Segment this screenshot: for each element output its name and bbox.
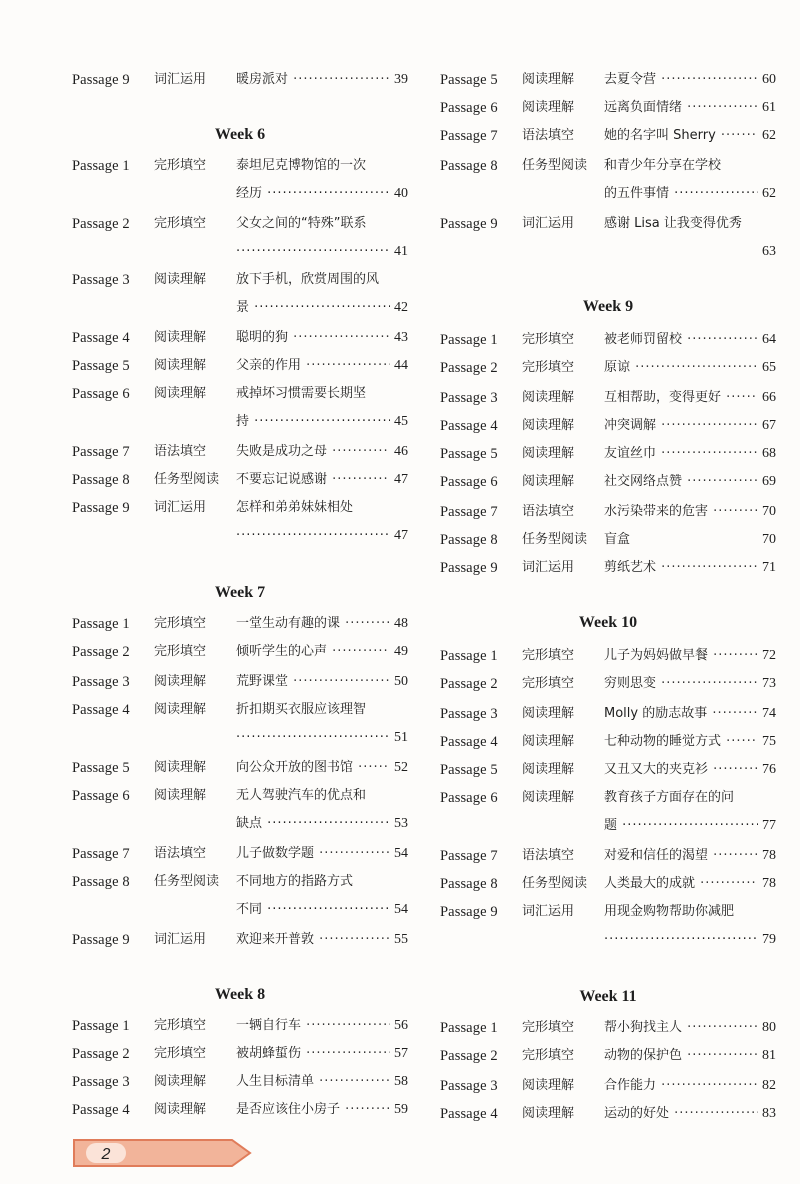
passage-label: Passage 8 bbox=[72, 472, 130, 488]
category: 词汇运用 bbox=[154, 932, 207, 947]
category: 完形填空 bbox=[154, 1046, 207, 1061]
entry-title: 人类最大的成就 ····· bbox=[604, 870, 776, 898]
page-ref: 50 bbox=[390, 668, 408, 696]
category: 阅读理解 bbox=[522, 706, 575, 721]
passage-label: Passage 4 bbox=[440, 734, 498, 750]
page-ref: 82 bbox=[758, 1072, 776, 1100]
category: 阅读理解 bbox=[522, 1078, 575, 1093]
category: 词汇运用 bbox=[522, 904, 575, 919]
passage-label: Passage 9 bbox=[72, 500, 130, 516]
category: 阅读理解 bbox=[522, 390, 575, 405]
category: 语法填空 bbox=[522, 848, 575, 863]
entry-title: 暖房派对 ····· bbox=[236, 66, 408, 94]
entry-title: 儿子做数学题 ····· bbox=[236, 840, 408, 868]
passage-label: Passage 7 bbox=[440, 848, 498, 864]
entry-title: 泰坦尼克博物馆的一次 bbox=[236, 158, 367, 173]
entry-title: 合作能力 ····· bbox=[604, 1072, 776, 1100]
entry-title: 感谢 Lisa 让我变得优秀 bbox=[604, 216, 742, 231]
page-ref: 70 bbox=[758, 498, 776, 526]
leader-dots bbox=[604, 926, 776, 954]
week-heading: Week 8 bbox=[214, 986, 266, 1003]
entry-title-cont: 的五件事情 ····· bbox=[604, 180, 776, 208]
page-ref: 49 bbox=[390, 638, 408, 666]
entry-title: 帮小狗找主人 ····· bbox=[604, 1014, 776, 1042]
passage-label: Passage 2 bbox=[72, 216, 130, 232]
category: 语法填空 bbox=[522, 504, 575, 519]
category: 任务型阅读 bbox=[154, 472, 220, 487]
page-ref: 60 bbox=[758, 66, 776, 94]
category: 完形填空 bbox=[154, 216, 207, 231]
passage-label: Passage 3 bbox=[440, 1078, 498, 1094]
week-heading: Week 6 bbox=[214, 126, 266, 143]
category: 完形填空 bbox=[522, 1048, 575, 1063]
passage-label: Passage 1 bbox=[440, 1020, 498, 1036]
page-ref: 47 bbox=[390, 522, 408, 550]
entry-title-cont: 题 ····· bbox=[604, 812, 776, 840]
page-ref: 48 bbox=[390, 610, 408, 638]
page-ref: 52 bbox=[390, 754, 408, 782]
passage-label: Passage 3 bbox=[72, 272, 130, 288]
category: 阅读理解 bbox=[154, 702, 207, 717]
entry-title: 教育孩子方面存在的问 bbox=[604, 790, 735, 805]
category: 完形填空 bbox=[522, 360, 575, 375]
category: 阅读理解 bbox=[522, 100, 575, 115]
passage-label: Passage 7 bbox=[440, 504, 498, 520]
page-ref: 41 bbox=[390, 238, 408, 266]
entry-title: 无人驾驶汽车的优点和 bbox=[236, 788, 367, 803]
entry-title: 互相帮助，变得更好 ····· bbox=[604, 384, 776, 412]
page-ref: 58 bbox=[390, 1068, 408, 1096]
passage-label: Passage 3 bbox=[72, 1074, 130, 1090]
page-ref: 39 bbox=[390, 66, 408, 94]
category: 词汇运用 bbox=[522, 560, 575, 575]
page-ref: 44 bbox=[390, 352, 408, 380]
page-ref: 54 bbox=[390, 896, 408, 924]
passage-label: Passage 5 bbox=[440, 72, 498, 88]
category: 语法填空 bbox=[154, 846, 207, 861]
passage-label: Passage 8 bbox=[440, 158, 498, 174]
passage-label: Passage 6 bbox=[440, 790, 498, 806]
page-ref: 79 bbox=[758, 926, 776, 954]
entry-title: 放下手机，欣赏周围的风 bbox=[236, 272, 380, 287]
passage-label: Passage 2 bbox=[72, 644, 130, 660]
page-ref: 71 bbox=[758, 554, 776, 582]
entry-title: 原谅 ····· bbox=[604, 354, 776, 382]
passage-label: Passage 4 bbox=[440, 1106, 498, 1122]
category: 阅读理解 bbox=[522, 790, 575, 805]
leader-dots bbox=[236, 522, 408, 550]
page-badge-shape bbox=[72, 1136, 252, 1170]
entry-title: 不要忘记说感谢 ····· bbox=[236, 466, 408, 494]
page-ref: 69 bbox=[758, 468, 776, 496]
passage-label: Passage 9 bbox=[440, 904, 498, 920]
entry-title: 折扣期买衣服应该理智 bbox=[236, 702, 367, 717]
category: 阅读理解 bbox=[154, 1074, 207, 1089]
passage-label: Passage 1 bbox=[72, 158, 130, 174]
passage-label: Passage 5 bbox=[72, 358, 130, 374]
page-ref: 80 bbox=[758, 1014, 776, 1042]
passage-label: Passage 6 bbox=[440, 100, 498, 116]
category: 阅读理解 bbox=[154, 1102, 207, 1117]
entry-title: 一辆自行车 ····· bbox=[236, 1012, 408, 1040]
entry-title-cont: 不同 ····· bbox=[236, 896, 408, 924]
category: 阅读理解 bbox=[522, 72, 575, 87]
category: 阅读理解 bbox=[154, 386, 207, 401]
page-ref: 46 bbox=[390, 438, 408, 466]
category: 完形填空 bbox=[154, 158, 207, 173]
passage-label: Passage 3 bbox=[72, 674, 130, 690]
page-ref: 55 bbox=[390, 926, 408, 954]
page-ref: 40 bbox=[390, 180, 408, 208]
entry-title: 社交网络点赞 ····· bbox=[604, 468, 776, 496]
passage-label: Passage 1 bbox=[440, 648, 498, 664]
page-ref: 56 bbox=[390, 1012, 408, 1040]
page-ref: 64 bbox=[758, 326, 776, 354]
passage-label: Passage 5 bbox=[72, 760, 130, 776]
entry-title: 去夏令营 ····· bbox=[604, 66, 776, 94]
category: 阅读理解 bbox=[154, 788, 207, 803]
entry-title: 和青少年分享在学校 bbox=[604, 158, 722, 173]
entry-title: 七种动物的睡觉方式 ····· bbox=[604, 728, 776, 756]
page-ref: 63 bbox=[758, 238, 776, 266]
entry-title: 儿子为妈妈做早餐 ····· bbox=[604, 642, 776, 670]
entry-title: Molly 的励志故事 ····· bbox=[604, 700, 776, 728]
entry-title: 怎样和弟弟妹妹相处 bbox=[236, 500, 354, 515]
page-ref: 57 bbox=[390, 1040, 408, 1068]
passage-label: Passage 3 bbox=[440, 390, 498, 406]
category: 完形填空 bbox=[522, 332, 575, 347]
entry-title: 倾听学生的心声 ····· bbox=[236, 638, 408, 666]
page-ref: 67 bbox=[758, 412, 776, 440]
page-number: 2 bbox=[101, 1146, 111, 1163]
page-ref: 42 bbox=[390, 294, 408, 322]
page-ref: 75 bbox=[758, 728, 776, 756]
category: 阅读理解 bbox=[522, 762, 575, 777]
page-ref: 78 bbox=[758, 842, 776, 870]
passage-label: Passage 2 bbox=[440, 360, 498, 376]
passage-label: Passage 9 bbox=[440, 216, 498, 232]
category: 阅读理解 bbox=[154, 330, 207, 345]
entry-title: 运动的好处 ····· bbox=[604, 1100, 776, 1128]
page-ref: 65 bbox=[758, 354, 776, 382]
passage-label: Passage 7 bbox=[72, 846, 130, 862]
entry-title: 被老师罚留校 ····· bbox=[604, 326, 776, 354]
category: 阅读理解 bbox=[522, 474, 575, 489]
passage-label: Passage 2 bbox=[72, 1046, 130, 1062]
entry-title: 父女之间的“特殊”联系 bbox=[236, 216, 367, 231]
category: 阅读理解 bbox=[154, 272, 207, 287]
entry-title: 欢迎来开普敦 ····· bbox=[236, 926, 408, 954]
passage-label: Passage 7 bbox=[72, 444, 130, 460]
page-ref: 51 bbox=[390, 724, 408, 752]
page-ref: 83 bbox=[758, 1100, 776, 1128]
passage-label: Passage 9 bbox=[72, 932, 130, 948]
entry-title: 一堂生动有趣的课 ····· bbox=[236, 610, 408, 638]
category: 阅读理解 bbox=[154, 674, 207, 689]
entry-title-cont: 景 ····· bbox=[236, 294, 408, 322]
page-ref: 61 bbox=[758, 94, 776, 122]
passage-label: Passage 4 bbox=[72, 330, 130, 346]
category: 完形填空 bbox=[154, 616, 207, 631]
category: 完形填空 bbox=[522, 676, 575, 691]
entry-title: 荒野课堂 ····· bbox=[236, 668, 408, 696]
leader-dots bbox=[236, 724, 408, 752]
entry-title: 人生目标清单 ····· bbox=[236, 1068, 408, 1096]
entry-title: 用现金购物帮助你减肥 bbox=[604, 904, 735, 919]
passage-label: Passage 4 bbox=[72, 1102, 130, 1118]
category: 词汇运用 bbox=[154, 72, 207, 87]
category: 语法填空 bbox=[522, 128, 575, 143]
page-ref: 74 bbox=[758, 700, 776, 728]
page-number-badge bbox=[72, 1136, 252, 1170]
passage-label: Passage 4 bbox=[440, 418, 498, 434]
passage-label: Passage 6 bbox=[72, 788, 130, 804]
week-heading: Week 11 bbox=[579, 988, 637, 1005]
page-ref: 45 bbox=[390, 408, 408, 436]
page-ref: 59 bbox=[390, 1096, 408, 1124]
entry-title: 又丑又大的夹克衫 ····· bbox=[604, 756, 776, 784]
entry-title: 剪纸艺术 ····· bbox=[604, 554, 776, 582]
entry-title: 冲突调解 ····· bbox=[604, 412, 776, 440]
entry-title-cont: 缺点 ····· bbox=[236, 810, 408, 838]
leader-dots bbox=[236, 238, 408, 266]
page-ref: 70 bbox=[758, 526, 776, 554]
entry-title: 友谊丝巾 ····· bbox=[604, 440, 776, 468]
entry-title: 被胡蜂蜇伤 ····· bbox=[236, 1040, 408, 1068]
category: 阅读理解 bbox=[522, 446, 575, 461]
passage-label: Passage 2 bbox=[440, 1048, 498, 1064]
entry-title-cont: 持 ····· bbox=[236, 408, 408, 436]
page-ref: 72 bbox=[758, 642, 776, 670]
page-ref: 68 bbox=[758, 440, 776, 468]
category: 词汇运用 bbox=[522, 216, 575, 231]
page-ref: 81 bbox=[758, 1042, 776, 1070]
category: 任务型阅读 bbox=[522, 876, 588, 891]
category: 任务型阅读 bbox=[154, 874, 220, 889]
category: 阅读理解 bbox=[522, 418, 575, 433]
category: 完形填空 bbox=[522, 648, 575, 663]
passage-label: Passage 3 bbox=[440, 706, 498, 722]
entry-title: 动物的保护色 ····· bbox=[604, 1042, 776, 1070]
entry-title: 穷则思变 ····· bbox=[604, 670, 776, 698]
entry-title: 水污染带来的危害 ····· bbox=[604, 498, 776, 526]
page-ref: 76 bbox=[758, 756, 776, 784]
entry-title: 不同地方的指路方式 bbox=[236, 874, 354, 889]
page-ref: 78 bbox=[758, 870, 776, 898]
passage-label: Passage 1 bbox=[72, 1018, 130, 1034]
week-heading: Week 9 bbox=[582, 298, 634, 315]
passage-label: Passage 6 bbox=[72, 386, 130, 402]
category: 词汇运用 bbox=[154, 500, 207, 515]
entry-title: 向公众开放的图书馆 ····· bbox=[236, 754, 408, 782]
entry-title: 失败是成功之母 ····· bbox=[236, 438, 408, 466]
page-ref: 66 bbox=[758, 384, 776, 412]
passage-label: Passage 1 bbox=[72, 616, 130, 632]
entry-title: 她的名字叫 Sherry ····· bbox=[604, 122, 776, 150]
passage-label: Passage 9 bbox=[72, 72, 130, 88]
category: 阅读理解 bbox=[522, 734, 575, 749]
page-ref: 62 bbox=[758, 122, 776, 150]
passage-label: Passage 9 bbox=[440, 560, 498, 576]
passage-label: Passage 8 bbox=[72, 874, 130, 890]
week-heading: Week 7 bbox=[214, 584, 266, 601]
entry-title: 是否应该住小房子 ····· bbox=[236, 1096, 408, 1124]
category: 任务型阅读 bbox=[522, 532, 588, 547]
page-ref: 43 bbox=[390, 324, 408, 352]
page-ref: 77 bbox=[758, 812, 776, 840]
week-heading: Week 10 bbox=[578, 614, 638, 631]
category: 阅读理解 bbox=[522, 1106, 575, 1121]
category: 完形填空 bbox=[522, 1020, 575, 1035]
entry-title: 父亲的作用 ····· bbox=[236, 352, 408, 380]
passage-label: Passage 7 bbox=[440, 128, 498, 144]
category: 任务型阅读 bbox=[522, 158, 588, 173]
page-ref: 73 bbox=[758, 670, 776, 698]
category: 完形填空 bbox=[154, 1018, 207, 1033]
entry-title: 戒掉坏习惯需要长期坚 bbox=[236, 386, 367, 401]
page-ref: 62 bbox=[758, 180, 776, 208]
page-ref: 54 bbox=[390, 840, 408, 868]
category: 完形填空 bbox=[154, 644, 207, 659]
passage-label: Passage 6 bbox=[440, 474, 498, 490]
passage-label: Passage 5 bbox=[440, 762, 498, 778]
passage-label: Passage 5 bbox=[440, 446, 498, 462]
category: 语法填空 bbox=[154, 444, 207, 459]
page-ref: 47 bbox=[390, 466, 408, 494]
entry-title: 对爱和信任的渴望 ····· bbox=[604, 842, 776, 870]
passage-label: Passage 8 bbox=[440, 532, 498, 548]
category: 阅读理解 bbox=[154, 760, 207, 775]
category: 阅读理解 bbox=[154, 358, 207, 373]
passage-label: Passage 4 bbox=[72, 702, 130, 718]
passage-label: Passage 1 bbox=[440, 332, 498, 348]
passage-label: Passage 2 bbox=[440, 676, 498, 692]
passage-label: Passage 8 bbox=[440, 876, 498, 892]
entry-title: 远离负面情绪 ····· bbox=[604, 94, 776, 122]
entry-title-cont: 经历 ····· bbox=[236, 180, 408, 208]
entry-title: 盲盒 bbox=[604, 532, 631, 547]
page-ref: 53 bbox=[390, 810, 408, 838]
entry-title: 聪明的狗 ····· bbox=[236, 324, 408, 352]
